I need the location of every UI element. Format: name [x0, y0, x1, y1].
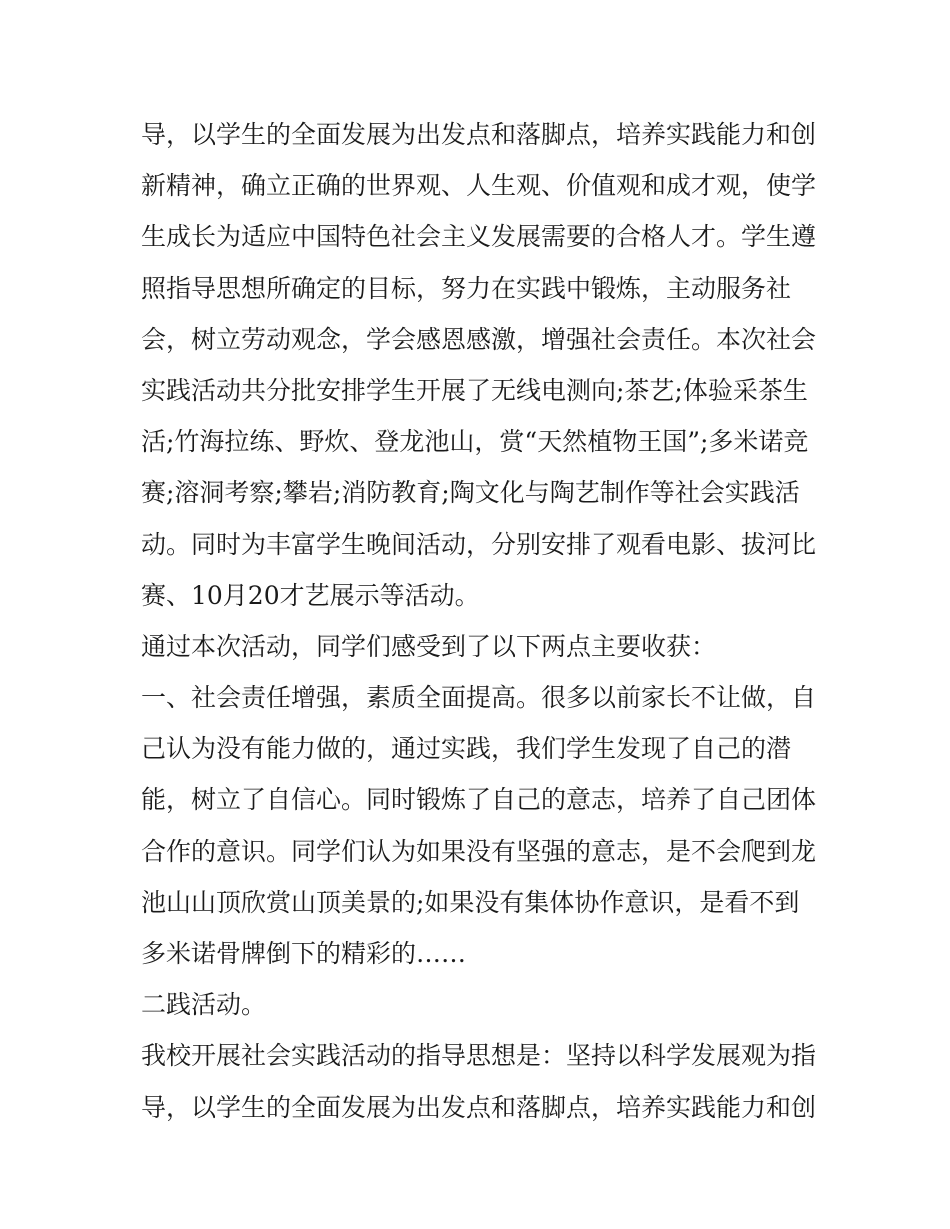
text-line: 导，以学生的全面发展为出发点和落脚点，培养实践能力和创	[141, 120, 817, 149]
text-line: 新精神，确立正确的世界观、人生观、价值观和成才观，使学	[141, 171, 817, 201]
text-line: 赛、10月20才艺展示等活动。	[141, 580, 480, 610]
document-body	[141, 109, 821, 1133]
text-line: 我校开展社会实践活动的指导思想是：坚持以科学发展观为指	[141, 1041, 817, 1071]
text-line: 导，以学生的全面发展为出发点和落脚点，培养实践能力和创	[141, 1092, 817, 1122]
text-line: 一、社会责任增强，素质全面提高。很多以前家长不让做，自	[141, 683, 817, 713]
text-line: 己认为没有能力做的，通过实践，我们学生发现了自己的潜	[141, 734, 792, 764]
text-line: 动。同时为丰富学生晚间活动，分别安排了观看电影、拔河比	[141, 529, 817, 559]
text-line: 赛;溶洞考察;攀岩;消防教育;陶文化与陶艺制作等社会实践活	[141, 478, 800, 508]
text-line: 多米诺骨牌倒下的精彩的……	[141, 939, 467, 968]
text-line: 池山山顶欣赏山顶美景的;如果没有集体协作意识，是看不到	[141, 887, 800, 917]
text-line: 实践活动共分批安排学生开展了无线电测向;茶艺;体验采茶生	[141, 375, 808, 405]
text-line: 活;竹海拉练、野炊、登龙池山，赏“天然植物王国”;多米诺竞	[141, 427, 809, 457]
text-line: 能，树立了自信心。同时锻炼了自己的意志，培养了自己团体	[141, 785, 817, 815]
text-line: 会，树立劳动观念，学会感恩感激，增强社会责任。本次社会	[141, 324, 817, 354]
text-line: 二践活动。	[141, 990, 267, 1020]
text-line: 合作的意识。同学们认为如果没有坚强的意志，是不会爬到龙	[141, 836, 817, 866]
text-line: 通过本次活动，同学们感受到了以下两点主要收获：	[141, 631, 717, 661]
text-line: 生成长为适应中国特色社会主义发展需要的合格人才。学生遵	[141, 222, 817, 252]
text-line: 照指导思想所确定的目标，努力在实践中锻炼，主动服务社	[141, 273, 792, 303]
